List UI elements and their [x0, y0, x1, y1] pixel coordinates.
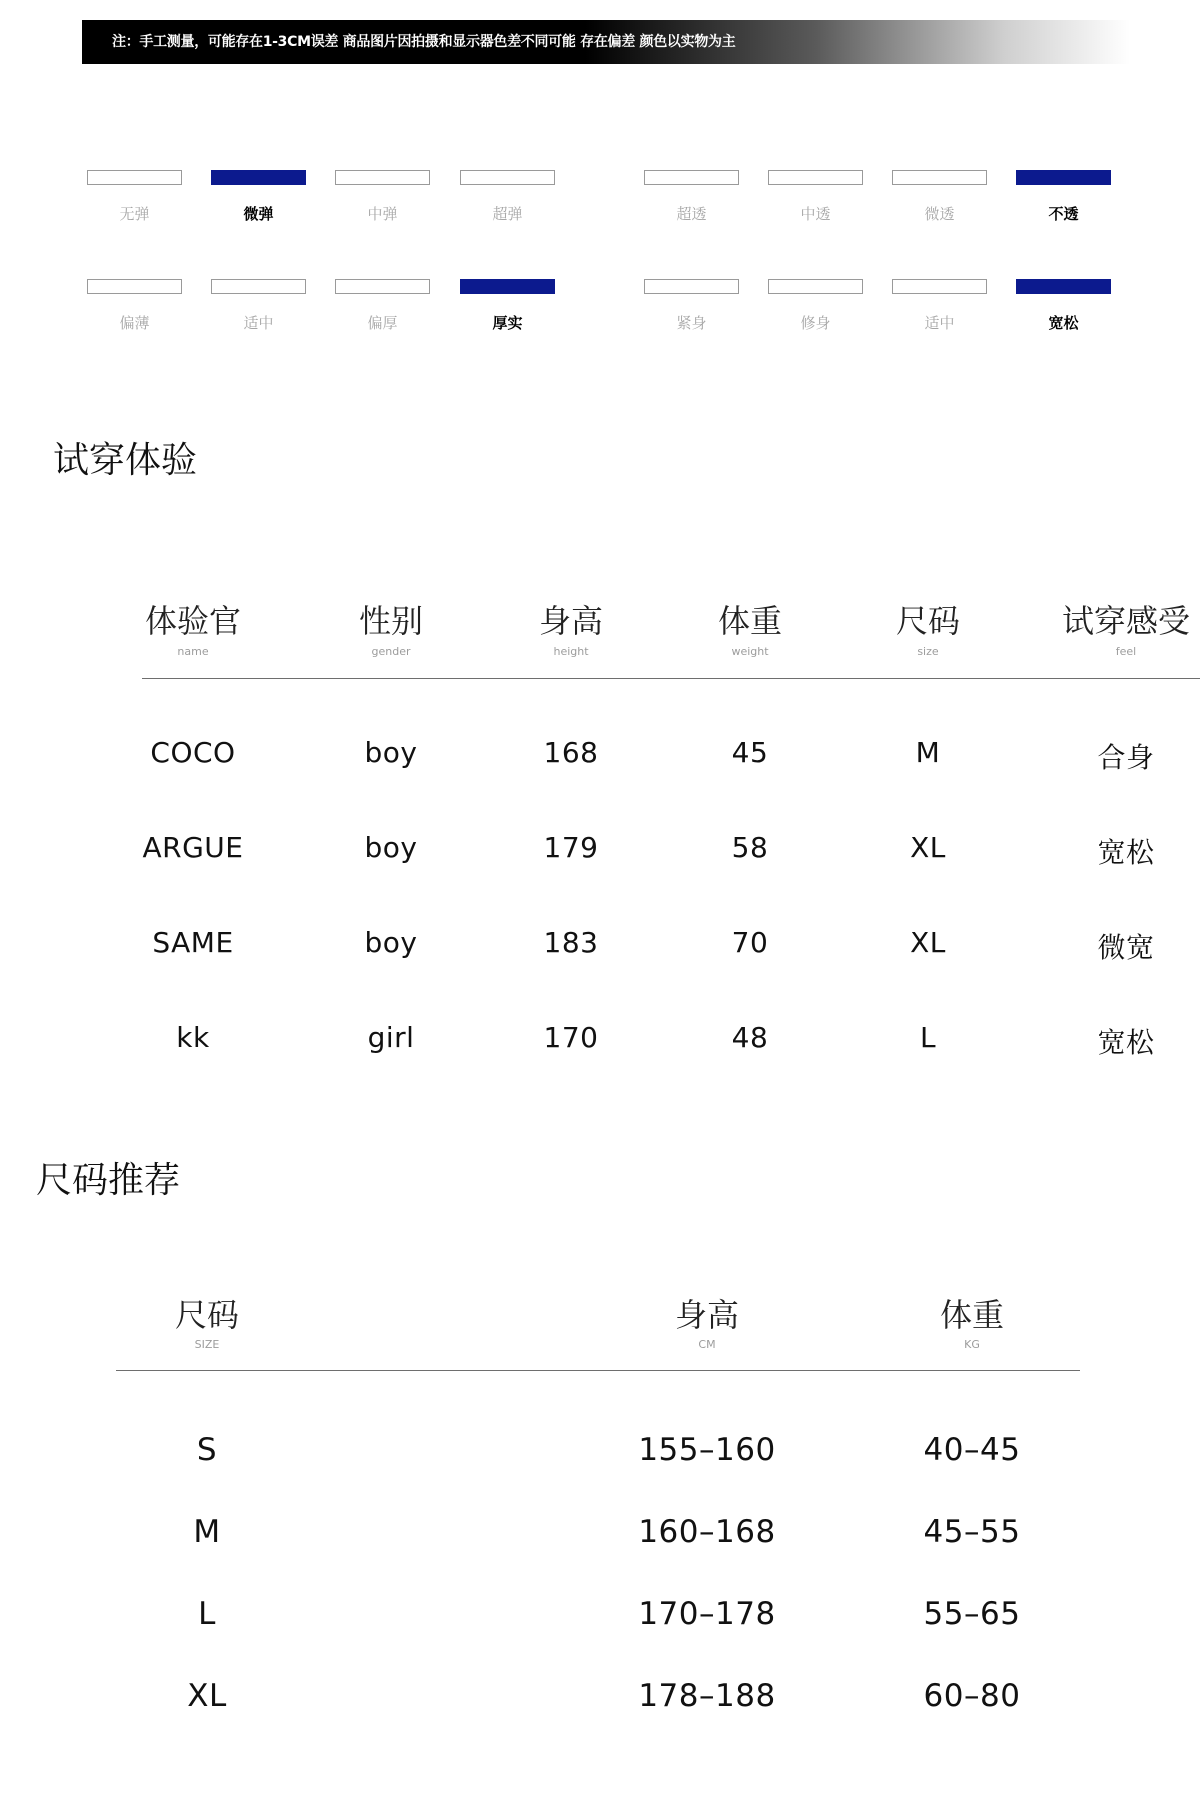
indicator-label: 无弹: [119, 205, 150, 223]
indicator-bar: [768, 279, 863, 294]
indicator-bar: [211, 170, 306, 185]
tryon-header-cell: 试穿感受: [1061, 602, 1190, 640]
indicator-label: 偏薄: [119, 314, 150, 332]
tryon-cell: M: [915, 736, 941, 769]
size-header-subtext: CM: [698, 1338, 716, 1351]
size-header-cell: 体重: [939, 1296, 1004, 1334]
tryon-cell: boy: [364, 926, 418, 959]
indicator-label: 偏厚: [367, 314, 398, 332]
indicator-bar: [644, 170, 739, 185]
tryon-cell: XL: [910, 926, 946, 959]
tryon-header-divider: [142, 678, 1200, 679]
tryon-header-subtext: feel: [1115, 645, 1137, 658]
indicator-label: 紧身: [676, 314, 707, 332]
tryon-cell: 179: [543, 831, 599, 864]
size-cell: S: [196, 1432, 218, 1468]
indicator-bar: [644, 279, 739, 294]
tryon-header-cell: 身高: [538, 602, 603, 640]
tryon-cell: 宽松: [1097, 1026, 1155, 1059]
indicator-label: 宽松: [1048, 314, 1079, 332]
indicator-bar: [460, 170, 555, 185]
size-header-cell: 尺码: [174, 1296, 239, 1334]
tryon-header-cell: 体验官: [144, 602, 241, 640]
tryon-cell: girl: [367, 1021, 415, 1054]
tryon-cell: boy: [364, 831, 418, 864]
indicator-bar: [892, 279, 987, 294]
indicator-label: 适中: [243, 314, 274, 332]
tryon-cell: 170: [543, 1021, 599, 1054]
indicator-bar: [1016, 279, 1111, 294]
notice-banner: [82, 20, 1130, 64]
size-cell: 55–65: [923, 1596, 1021, 1632]
indicator-label: 超弹: [492, 205, 523, 223]
tryon-cell: 48: [731, 1021, 769, 1054]
indicator-label: 超透: [676, 205, 707, 223]
indicator-bar: [211, 279, 306, 294]
size-cell: M: [193, 1514, 221, 1550]
indicator-label: 不透: [1048, 205, 1079, 223]
indicator-bar: [87, 170, 182, 185]
size-header-cell: 身高: [674, 1296, 739, 1334]
tryon-cell: SAME: [152, 926, 234, 959]
tryon-cell: COCO: [150, 736, 236, 769]
indicator-label: 微透: [924, 205, 955, 223]
tryon-header-subtext: weight: [731, 645, 769, 658]
tryon-cell: 168: [543, 736, 599, 769]
tryon-header-subtext: size: [917, 645, 939, 658]
tryon-cell: 宽松: [1097, 836, 1155, 869]
size-cell: XL: [187, 1678, 227, 1714]
tryon-cell: 45: [731, 736, 769, 769]
tryon-header-subtext: gender: [371, 645, 411, 658]
tryon-cell: boy: [364, 736, 418, 769]
tryon-cell: 58: [731, 831, 769, 864]
indicator-label: 适中: [924, 314, 955, 332]
tryon-header-cell: 尺码: [895, 602, 960, 640]
size-header-divider: [116, 1370, 1080, 1371]
indicator-bar: [1016, 170, 1111, 185]
tryon-header-subtext: height: [553, 645, 589, 658]
size-cell: L: [198, 1596, 216, 1632]
size-cell: 45–55: [923, 1514, 1021, 1550]
tryon-header-cell: 性别: [358, 602, 423, 640]
size-header-subtext: KG: [964, 1338, 980, 1351]
indicator-label: 厚实: [492, 314, 523, 332]
tryon-cell: 183: [543, 926, 599, 959]
tryon-cell: ARGUE: [142, 831, 244, 864]
tryon-cell: L: [919, 1021, 937, 1054]
indicator-bar: [768, 170, 863, 185]
tryon-header-cell: 体重: [717, 602, 782, 640]
tryon-title: 试穿体验: [53, 440, 198, 481]
size-cell: 160–168: [638, 1514, 776, 1550]
notice-text: 注：手工测量，可能存在1-3CM误差 商品图片因拍摄和显示器色差不同可能 存在偏差 颜色以实物为主: [112, 34, 736, 50]
size-cell: 178–188: [638, 1678, 776, 1714]
indicator-label: 中透: [800, 205, 831, 223]
tryon-cell: 微宽: [1097, 931, 1155, 964]
size-cell: 155–160: [638, 1432, 776, 1468]
size-title: 尺码推荐: [36, 1160, 181, 1201]
tryon-cell: 70: [731, 926, 769, 959]
tryon-header-subtext: name: [177, 645, 209, 658]
indicator-bar: [892, 170, 987, 185]
size-cell: 170–178: [638, 1596, 776, 1632]
tryon-cell: 合身: [1097, 741, 1155, 774]
indicator-label: 微弹: [243, 205, 274, 223]
size-header-subtext: SIZE: [194, 1338, 220, 1351]
indicator-bar: [460, 279, 555, 294]
indicator-bar: [335, 279, 430, 294]
tryon-cell: kk: [176, 1021, 210, 1054]
indicator-label: 中弹: [367, 205, 398, 223]
tryon-cell: XL: [910, 831, 946, 864]
size-cell: 60–80: [923, 1678, 1021, 1714]
indicator-label: 修身: [800, 314, 831, 332]
indicator-bar: [335, 170, 430, 185]
indicator-bar: [87, 279, 182, 294]
size-cell: 40–45: [923, 1432, 1021, 1468]
